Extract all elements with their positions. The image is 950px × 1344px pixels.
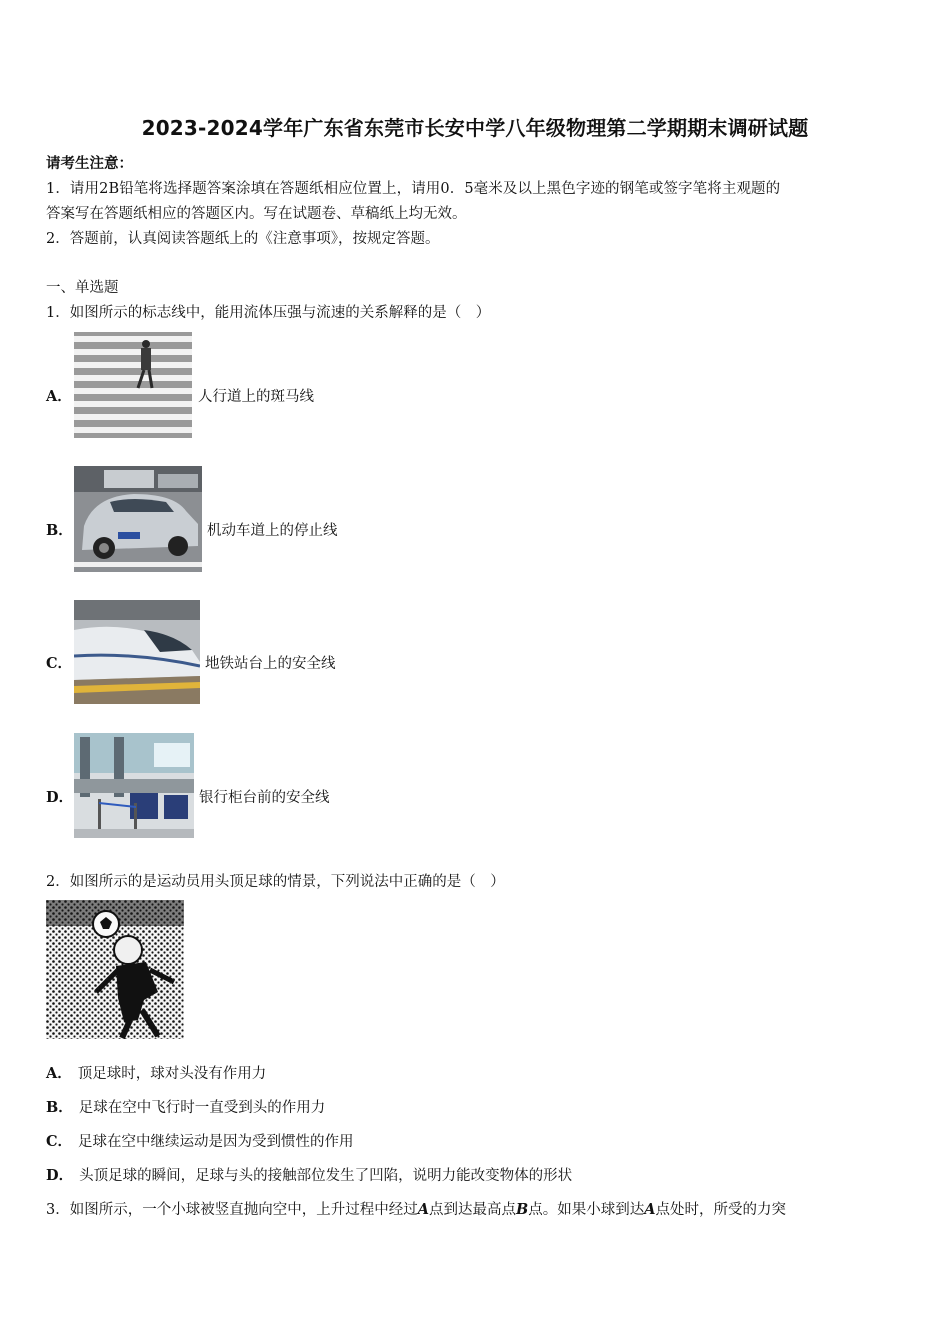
q2-option-a-text: 顶足球时，球对头没有作用力	[77, 1066, 267, 1082]
notice-heading: 请考生注意：	[46, 155, 133, 172]
notice-item-1-line-2: 答案写在答题纸相应的答题区内。写在试题卷、草稿纸上均无效。	[46, 206, 467, 222]
question-3-stem	[46, 1198, 786, 1219]
section-heading: 一、单选题	[46, 280, 119, 296]
q2-option-b-letter: B．	[46, 1099, 73, 1116]
q2-option-c-text: 足球在空中继续运动是因为受到惯性的作用	[78, 1134, 354, 1150]
q3-part-3: 点。如果小球到达	[528, 1202, 645, 1218]
q2-option-a	[46, 1062, 266, 1083]
q2-option-b	[46, 1096, 325, 1117]
q2-option-c	[46, 1130, 354, 1151]
train-platform-image	[74, 600, 200, 704]
question-2-stem: 2．如图所示的是运动员用头顶足球的情景，下列说法中正确的是（ ）	[46, 874, 505, 890]
q3-point-a: A	[417, 1201, 429, 1218]
question-1-stem: 1．如图所示的标志线中，能用流体压强与流速的关系解释的是（ ）	[46, 305, 491, 321]
bank-counter-image	[74, 733, 194, 838]
q1-option-a-text: 人行道上的斑马线	[198, 389, 314, 405]
q1-option-a-letter: A．	[46, 388, 72, 405]
q1-option-b-letter: B．	[46, 522, 73, 539]
q1-option-d-letter: D．	[46, 789, 74, 806]
q2-option-d-text: 头顶足球的瞬间，足球与头的接触部位发生了凹陷，说明力能改变物体的形状	[79, 1168, 573, 1184]
q3-part-1: 3．如图所示，一个小球被竖直抛向空中，上升过程中经过	[46, 1202, 418, 1218]
q3-point-b: B	[516, 1201, 529, 1218]
header-ball-image	[46, 900, 184, 1039]
q1-option-d-text: 银行柜台前的安全线	[199, 790, 330, 806]
q2-option-d	[46, 1164, 572, 1185]
page-title: 2023-2024学年广东省东莞市长安中学八年级物理第二学期期末调研试题	[141, 116, 809, 140]
notice-item-1-line-1: 1．请用2B铅笔将选择题答案涂填在答题纸相应位置上，请用0．5毫米及以上黑色字迹的钢笔或签字笔将主观题的	[46, 181, 781, 197]
q3-part-2: 点到达最高点	[429, 1202, 516, 1218]
q2-option-d-letter: D．	[46, 1167, 74, 1184]
q1-option-b-text: 机动车道上的停止线	[207, 523, 338, 539]
q1-option-c-letter: C．	[46, 655, 73, 672]
q2-option-b-text: 足球在空中飞行时一直受到头的作用力	[78, 1100, 326, 1116]
car-stop-line-image	[74, 466, 202, 572]
q2-option-c-letter: C．	[46, 1133, 73, 1150]
notice-item-2: 2．答题前，认真阅读答题纸上的《注意事项》，按规定答题。	[46, 231, 440, 247]
q3-point-a-2: A	[644, 1201, 656, 1218]
q2-option-a-letter: A．	[46, 1065, 72, 1082]
zebra-crossing-image	[74, 332, 192, 438]
q1-option-c-text: 地铁站台上的安全线	[205, 656, 336, 672]
q3-part-4: 点处时，所受的力突	[655, 1202, 787, 1218]
